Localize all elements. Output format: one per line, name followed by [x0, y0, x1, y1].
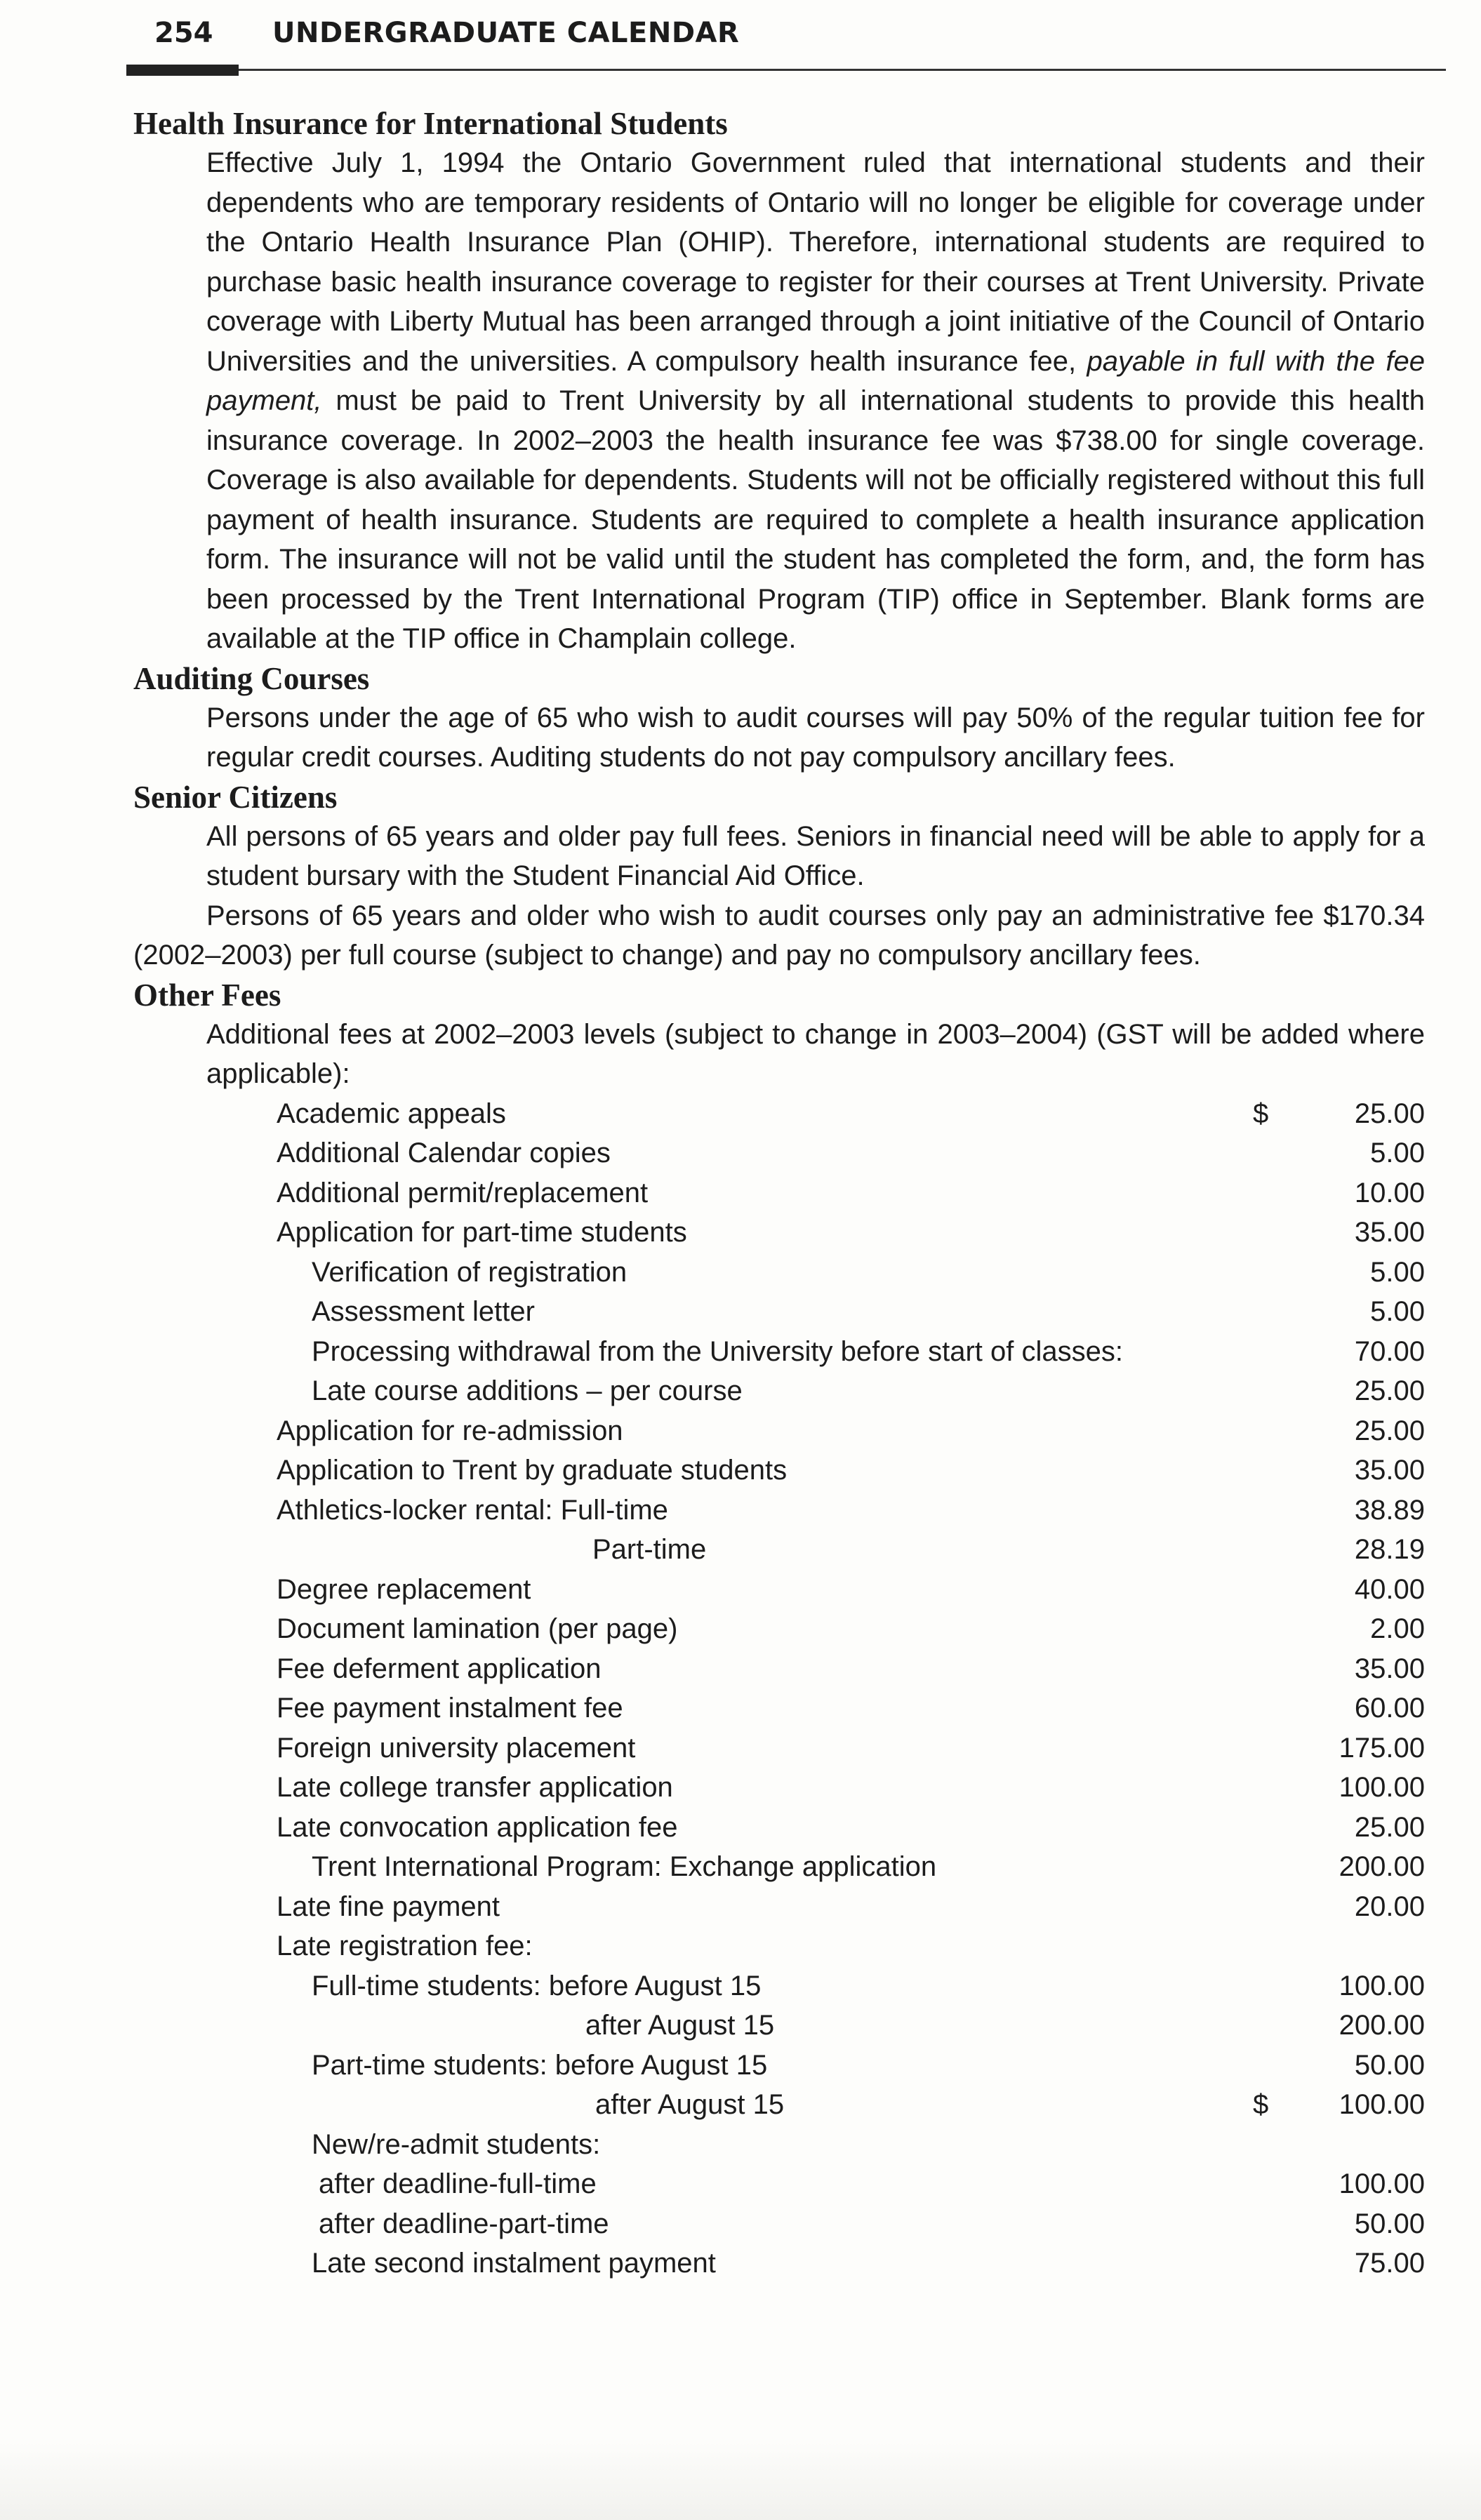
- fee-label: Fee payment instalment fee: [277, 1693, 623, 1724]
- fee-label: Fee deferment application: [277, 1653, 602, 1684]
- seniors-paragraph-1: All persons of 65 years and older pay full fees. Seniors in financial need will be able to apply for a student bursary with the Student Financial Aid Office.: [206, 820, 1425, 891]
- page-number: 254: [154, 17, 213, 49]
- fee-label: Degree replacement: [277, 1573, 531, 1605]
- fee-label: Application for re-admission: [277, 1415, 623, 1446]
- fee-row: [133, 1847, 1425, 1887]
- emphasis-text: payable in full with the fee payment,: [206, 345, 1425, 416]
- fee-label: Processing withdrawal from the University before start of classes:: [312, 1335, 1123, 1367]
- fee-row: [133, 2164, 1425, 2204]
- fee-amount: 5.00: [1370, 1256, 1425, 1288]
- health-insurance-paragraph: Effective July 1, 1994 the Ontario Government ruled that international students and their dependents who are temporary residents of Ontario will no longer be eligible for coverage under the Ontario Health Insurance Plan (OHIP). Therefore, international students are required to purchase basic health insurance coverage to register for their courses at Trent University. Private coverage with Liberty Mutual has been arranged through a joint initiative of the Council of Ontario Universities and the universities. A compulsory health insurance fee, payable in full with the fee payment, must be paid to Trent University by all international students to provide this health insurance coverage. In 2002–2003 the health insurance fee was $738.00 for single coverage. Coverage is also available for dependents. Students will not be officially registered without this full payment of health insurance. Students are required to complete a health insurance application form. The insurance will not be valid until the student has completed the form, and, the form has been processed by the Trent International Program (TIP) office in September. Blank forms are available at the TIP office in Champlain college.: [206, 147, 1425, 654]
- fee-row: [133, 1728, 1425, 1768]
- fee-label: Application to Trent by graduate students: [277, 1455, 788, 1486]
- fee-amount: 175.00: [1339, 1732, 1425, 1764]
- fee-amount: 25.00: [1354, 1375, 1425, 1406]
- fee-row: [133, 1768, 1425, 1808]
- fee-label: Academic appeals: [277, 1098, 506, 1129]
- fee-amount: 25.00: [1354, 1098, 1425, 1129]
- fee-amount: 2.00: [1370, 1613, 1425, 1644]
- fee-amount: 70.00: [1354, 1335, 1425, 1367]
- page-bottom-edge: [0, 2442, 1481, 2520]
- fee-row: [133, 1570, 1425, 1610]
- fee-amount: 75.00: [1354, 2248, 1425, 2279]
- fee-amount: 35.00: [1354, 1653, 1425, 1684]
- fee-amount: 25.00: [1354, 1811, 1425, 1843]
- fee-row: [133, 1530, 1425, 1570]
- fee-label: Late fine payment: [277, 1891, 500, 1922]
- fee-row: [133, 1966, 1425, 2006]
- page-content: [133, 104, 1425, 2284]
- fee-amount: 25.00: [1354, 1415, 1425, 1446]
- fee-amount: 35.00: [1354, 1455, 1425, 1486]
- fee-amount: 5.00: [1370, 1296, 1425, 1327]
- currency-symbol: $: [1253, 2089, 1269, 2120]
- page-header: [126, 8, 1446, 72]
- header-rule-accent: [126, 65, 239, 76]
- fee-row: [133, 2046, 1425, 2086]
- section-title-health-insurance: Health Insurance for International Students: [133, 106, 728, 141]
- fee-amount: 100.00: [1339, 2089, 1425, 2120]
- fee-row: [133, 1332, 1425, 1372]
- fee-row: [133, 1808, 1425, 1848]
- currency-symbol: $: [1253, 1098, 1269, 1129]
- fee-row: [133, 1411, 1425, 1451]
- fee-row: [133, 1491, 1425, 1531]
- running-head: UNDERGRADUATE CALENDAR: [272, 17, 740, 49]
- fee-label: Application for part-time students: [277, 1217, 687, 1248]
- fee-amount: 28.19: [1354, 1534, 1425, 1565]
- fee-row: [133, 1649, 1425, 1689]
- fee-amount: 40.00: [1354, 1573, 1425, 1605]
- header-rule: [126, 69, 1446, 71]
- fee-label: Additional Calendar copies: [277, 1138, 611, 1168]
- fee-label: after deadline-part-time: [319, 2208, 609, 2239]
- other-fees-intro: Additional fees at 2002–2003 levels (subject to change in 2003–2004) (GST will be added where applicable):: [206, 1018, 1425, 1089]
- fee-amount: 38.89: [1354, 1494, 1425, 1526]
- fee-row: [133, 1609, 1425, 1649]
- fee-label: Late second instalment payment: [312, 2248, 716, 2279]
- fee-label: after deadline-full-time: [319, 2168, 597, 2199]
- fee-row: [133, 2204, 1425, 2244]
- fee-row: [133, 1688, 1425, 1728]
- fee-row: [133, 1133, 1425, 1173]
- fee-row: [133, 1173, 1425, 1213]
- fee-row: [133, 1292, 1425, 1332]
- section-title-auditing: Auditing Courses: [133, 660, 370, 696]
- fee-amount: 60.00: [1354, 1693, 1425, 1724]
- fee-row: [133, 1371, 1425, 1411]
- fee-label: Late course additions – per course: [312, 1375, 743, 1406]
- fee-label: New/re-admit students:: [312, 2128, 601, 2160]
- fee-label: Late convocation application fee: [277, 1811, 678, 1843]
- fee-label: Verification of registration: [312, 1256, 627, 1288]
- fee-label: Assessment letter: [312, 1296, 535, 1327]
- fee-label: Full-time students: before August 15: [312, 1970, 762, 2001]
- fee-label: after August 15: [585, 2010, 775, 2041]
- fee-amount: 20.00: [1354, 1891, 1425, 1922]
- fee-amount: 35.00: [1354, 1217, 1425, 1248]
- fee-row: [133, 1451, 1425, 1491]
- fee-amount: 50.00: [1354, 2208, 1425, 2239]
- fee-label: Foreign university placement: [277, 1732, 636, 1764]
- fee-amount: 200.00: [1339, 1851, 1425, 1882]
- fee-amount: 200.00: [1339, 2010, 1425, 2041]
- auditing-paragraph: Persons under the age of 65 who wish to audit courses will pay 50% of the regular tuition fee for regular credit courses. Auditing students do not pay compulsory ancillary fees.: [206, 702, 1425, 773]
- fee-label: Part-time: [592, 1534, 707, 1565]
- fee-row: [133, 1926, 1425, 1966]
- fee-row: [133, 1253, 1425, 1293]
- fee-amount: 5.00: [1370, 1138, 1425, 1168]
- section-title-other-fees: Other Fees: [133, 977, 281, 1013]
- fee-amount: 50.00: [1354, 2049, 1425, 2081]
- fee-table: [133, 1094, 1425, 2284]
- section-title-senior-citizens: Senior Citizens: [133, 779, 338, 815]
- fee-label: Part-time students: before August 15: [312, 2049, 768, 2081]
- fee-amount: 100.00: [1339, 1772, 1425, 1803]
- fee-row: [133, 2125, 1425, 2165]
- fee-label: Document lamination (per page): [277, 1613, 678, 1644]
- fee-label: Additional permit/replacement: [277, 1177, 649, 1208]
- fee-row: [133, 2006, 1425, 2046]
- seniors-paragraph-2: Persons of 65 years and older who wish to audit courses only pay an administrative fee $170.34 (2002–2003) per full course (subject to change) and pay no compulsory ancillary fees.: [133, 900, 1425, 971]
- fee-amount: 100.00: [1339, 1970, 1425, 2001]
- fee-label: Late college transfer application: [277, 1772, 673, 1803]
- fee-row: [133, 1094, 1425, 1134]
- fee-label: Trent International Program: Exchange application: [312, 1851, 937, 1882]
- fee-row: [133, 1213, 1425, 1253]
- fee-row: [133, 1887, 1425, 1927]
- fee-row: [133, 2085, 1425, 2125]
- fee-label: after August 15: [595, 2089, 785, 2120]
- fee-label: Late registration fee:: [277, 1931, 533, 1961]
- fee-amount: 10.00: [1354, 1177, 1425, 1208]
- fee-amount: 100.00: [1339, 2168, 1425, 2199]
- fee-row: [133, 2244, 1425, 2284]
- fee-label: Athletics-locker rental: Full-time: [277, 1494, 668, 1526]
